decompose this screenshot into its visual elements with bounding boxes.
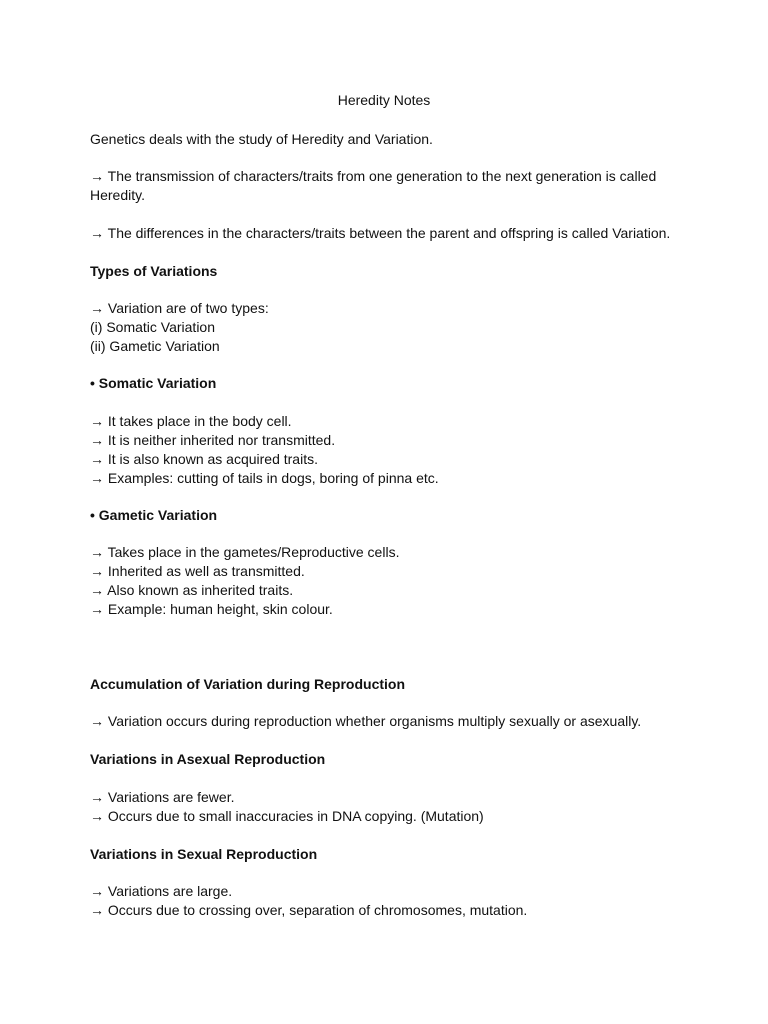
intro-paragraph: Genetics deals with the study of Heredity and Variation.: [90, 131, 433, 147]
types-of-variations-heading: Types of Variations: [90, 263, 218, 279]
list-item: (ii) Gametic Variation: [90, 338, 220, 354]
list-item: → Example: human height, skin colour.: [90, 601, 333, 617]
types-list: [90, 299, 690, 356]
somatic-list: [90, 412, 690, 488]
variation-definition: → The differences in the characters/traits between the parent and offspring is called Variation.: [90, 225, 671, 241]
list-item: (i) Somatic Variation: [90, 319, 216, 335]
list-item: → Also known as inherited traits.: [90, 582, 294, 598]
list-item: → It takes place in the body cell.: [90, 413, 292, 429]
sexual-variations-heading: Variations in Sexual Reproduction: [90, 846, 318, 862]
list-item: → Occurs due to crossing over, separation of chromosomes, mutation.: [90, 902, 528, 918]
list-item: → Variations are fewer.: [90, 789, 235, 805]
document-title: Heredity Notes: [337, 92, 431, 108]
list-item: → Examples: cutting of tails in dogs, boring of pinna etc.: [90, 470, 439, 486]
heredity-definition: → The transmission of characters/traits from one generation to the next generation is called Heredity.: [90, 168, 657, 203]
list-item: → It is also known as acquired traits.: [90, 451, 318, 467]
list-item: → It is neither inherited nor transmitted.: [90, 432, 336, 448]
list-item: → Occurs due to small inaccuracies in DNA copying. (Mutation): [90, 808, 484, 824]
somatic-variation-heading: • Somatic Variation: [90, 375, 217, 391]
asexual-variations-heading: Variations in Asexual Reproduction: [90, 751, 326, 767]
gametic-list: [90, 543, 690, 619]
gametic-variation-heading: • Gametic Variation: [90, 507, 218, 523]
accumulation-paragraph: → Variation occurs during reproduction whether organisms multiply sexually or asexually.: [90, 713, 642, 729]
list-item: → Variation are of two types:: [90, 300, 269, 316]
list-item: → Variations are large.: [90, 883, 233, 899]
list-item: → Inherited as well as transmitted.: [90, 563, 305, 579]
accumulation-heading: Accumulation of Variation during Reproduction: [90, 676, 406, 692]
asexual-list: [90, 788, 690, 826]
list-item: → Takes place in the gametes/Reproductive cells.: [90, 544, 400, 560]
sexual-list: [90, 882, 690, 920]
